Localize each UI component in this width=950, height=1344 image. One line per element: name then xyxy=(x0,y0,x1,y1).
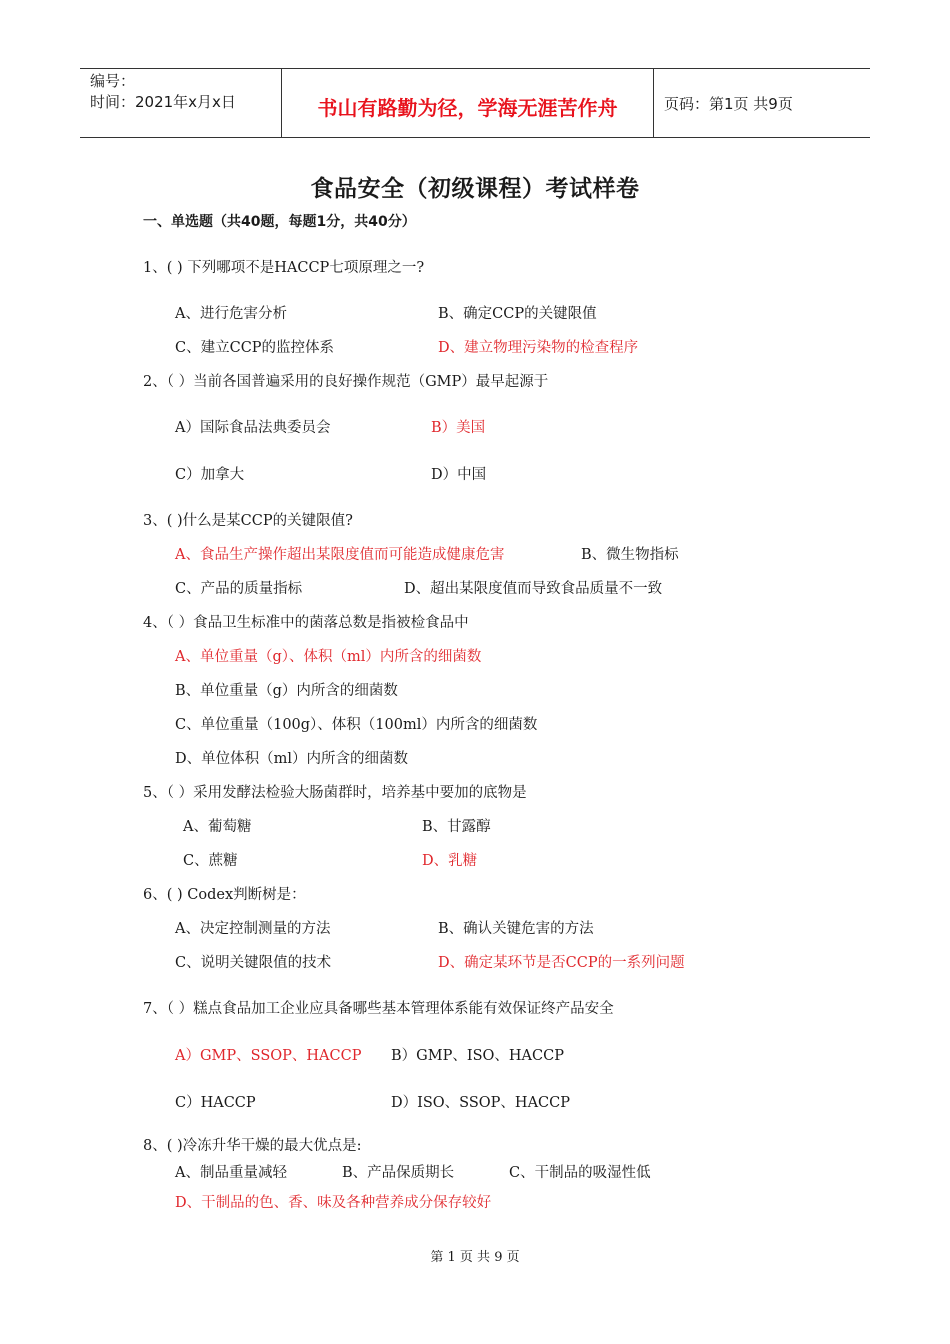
question-8-stem: 8、( )冷冻升华干燥的最大优点是: xyxy=(143,1138,362,1154)
question-7-stem: 7、（ ）糕点食品加工企业应具备哪些基本管理体系能有效保证终产品安全 xyxy=(143,1001,614,1017)
question-5-option-a: A、葡萄糖 xyxy=(183,819,252,835)
question-4-stem: 4、（ ）食品卫生标准中的菌落总数是指被检食品中 xyxy=(143,615,469,631)
page-footer: 第 1 页 共 9 页 xyxy=(430,1250,520,1265)
exam-title: 食品安全（初级课程）考试样卷 xyxy=(310,176,640,202)
question-2-option-b-answer: B）美国 xyxy=(431,420,486,436)
question-1-option-a: A、进行危害分析 xyxy=(175,306,287,322)
question-5-stem: 5、（ ）采用发酵法检验大肠菌群时，培养基中要加的底物是 xyxy=(143,785,527,801)
question-6-stem: 6、( ) Codex判断树是： xyxy=(143,887,306,903)
header-meta xyxy=(80,69,281,137)
header-page-info: 页码：第1页 共9页 xyxy=(664,94,793,113)
question-8-option-b: B、产品保质期长 xyxy=(342,1165,455,1181)
question-6-option-a: A、决定控制测量的方法 xyxy=(175,921,331,937)
question-5-option-c: C、蔗糖 xyxy=(183,853,238,869)
question-3-stem: 3、( )什么是某CCP的关键限值? xyxy=(143,513,353,529)
question-4-option-c: C、单位重量（100g）、体积（100ml）内所含的细菌数 xyxy=(175,717,538,733)
question-8-option-c: C、干制品的吸湿性低 xyxy=(509,1165,651,1181)
document-number: 编号： xyxy=(90,72,136,90)
section-heading: 一、单选题（共40题，每题1分，共40分） xyxy=(143,214,416,230)
question-2-stem: 2、（ ）当前各国普遍采用的良好操作规范（GMP）最早起源于 xyxy=(143,374,549,390)
question-3-option-a-answer: A、食品生产操作超出某限度值而可能造成健康危害 xyxy=(175,547,505,563)
page-header xyxy=(80,68,870,138)
question-7-option-c: C）HACCP xyxy=(175,1095,256,1111)
question-7-option-b: B）GMP、ISO、HACCP xyxy=(391,1048,564,1064)
question-4-option-d: D、单位体积（ml）内所含的细菌数 xyxy=(175,751,409,767)
question-6-option-c: C、说明关键限值的技术 xyxy=(175,955,332,971)
question-1-option-d-answer: D、建立物理污染物的检查程序 xyxy=(438,340,639,356)
question-1-option-b: B、确定CCP的关键限值 xyxy=(438,306,597,322)
question-8-option-a: A、制品重量减轻 xyxy=(175,1165,287,1181)
header-motto: 书山有路勤为径，学海无涯苦作舟 xyxy=(281,69,654,137)
question-3-option-d: D、超出某限度值而导致食品质量不一致 xyxy=(404,581,663,597)
question-6-option-b: B、确认关键危害的方法 xyxy=(438,921,594,937)
question-2-option-d: D）中国 xyxy=(431,467,487,483)
question-3-option-c: C、产品的质量指标 xyxy=(175,581,303,597)
question-2-option-a: A）国际食品法典委员会 xyxy=(175,420,331,436)
question-1-stem: 1、( ) 下列哪项不是HACCP七项原理之一? xyxy=(143,260,425,276)
question-5-option-b: B、甘露醇 xyxy=(422,819,491,835)
question-1-option-c: C、建立CCP的监控体系 xyxy=(175,340,335,356)
question-2-option-c: C）加拿大 xyxy=(175,467,245,483)
question-4-option-b: B、单位重量（g）内所含的细菌数 xyxy=(175,683,398,699)
question-7-option-d: D）ISO、SSOP、HACCP xyxy=(391,1095,570,1111)
document-time: 时间：2021年x月x日 xyxy=(90,93,236,111)
question-3-option-b: B、微生物指标 xyxy=(581,547,679,563)
question-6-option-d-answer: D、确定某环节是否CCP的一系列问题 xyxy=(438,955,685,971)
question-8-option-d-answer: D、干制品的色、香、味及各种营养成分保存较好 xyxy=(175,1195,492,1211)
question-5-option-d-answer: D、乳糖 xyxy=(422,853,478,869)
question-4-option-a-answer: A、单位重量（g）、体积（ml）内所含的细菌数 xyxy=(175,649,482,665)
question-7-option-a-answer: A）GMP、SSOP、HACCP xyxy=(175,1048,362,1064)
